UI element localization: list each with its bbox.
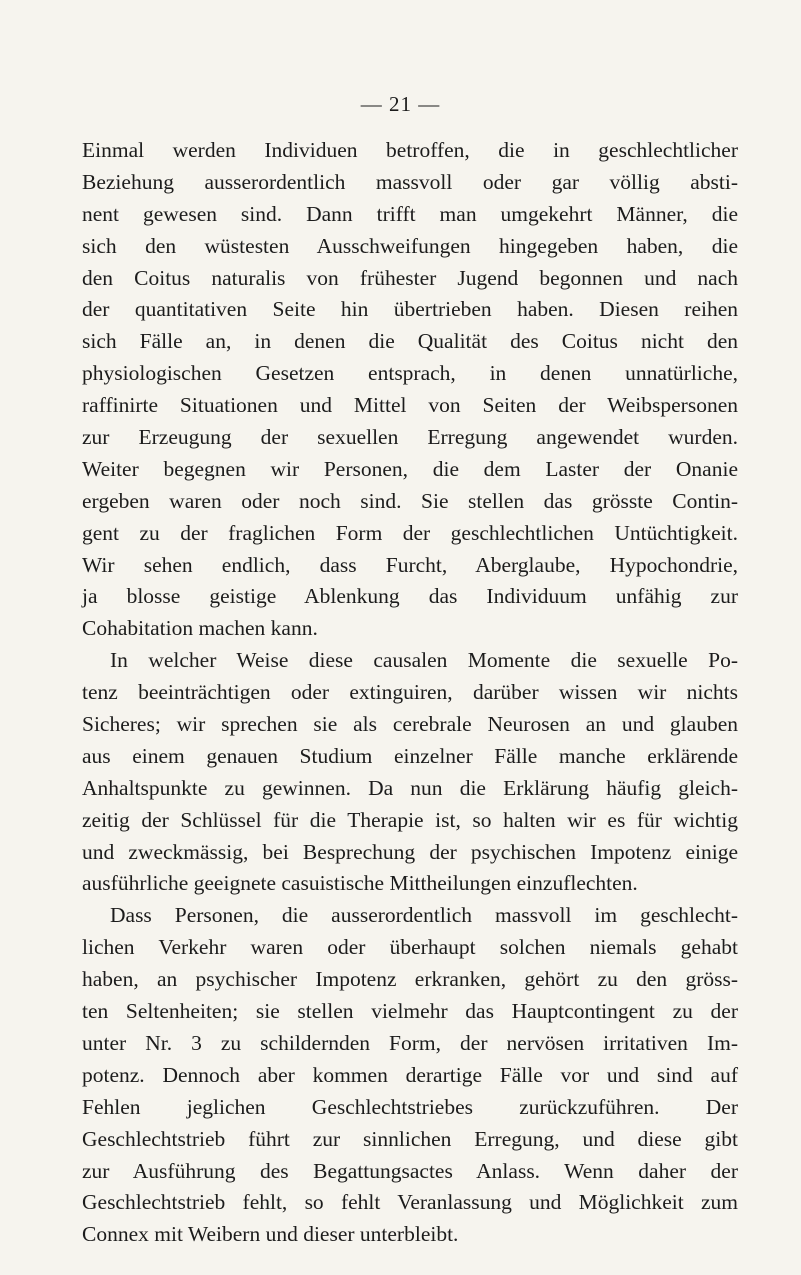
text-line: sich Fälle an, in denen die Qualität des Coitus nicht den (82, 329, 738, 354)
text-line: haben, an psychischer Impotenz erkranken, gehört zu den gröss- (82, 967, 738, 992)
text-line: Beziehung ausserordentlich massvoll oder gar völlig absti- (82, 169, 738, 194)
text-line: Connex mit Weibern und dieser unterbleibt. (82, 1222, 459, 1247)
text-line: physiologischen Gesetzen entsprach, in denen unnatürliche, (82, 361, 738, 386)
text-line: Cohabitation machen kann. (82, 616, 318, 641)
text-line: ausführliche geeignete casuistische Mittheilungen einzuflechten. (82, 871, 638, 896)
text-line: Anhaltspunkte zu gewinnen. Da nun die Erklärung häufig gleich- (82, 775, 738, 800)
text-line: nent gewesen sind. Dann trifft man umgekehrt Männer, die (82, 201, 738, 226)
text-line: aus einem genauen Studium einzelner Fälle manche erklärende (82, 743, 738, 768)
text-line: Geschlechtstrieb führt zur sinnlichen Erregung, und diese gibt (82, 1126, 738, 1151)
text-line: gent zu der fraglichen Form der geschlechtlichen Untüchtigkeit. (82, 520, 738, 545)
text-line: Einmal werden Individuen betroffen, die in geschlechtlicher (82, 138, 738, 162)
text-line: Fehlen jeglichen Geschlechtstriebes zurückzuführen. Der (82, 1094, 738, 1119)
text-line: Geschlechtstrieb fehlt, so fehlt Veranlassung und Möglichkeit zum (82, 1190, 738, 1215)
text-line: Wir sehen endlich, dass Furcht, Aberglaube, Hypochondrie, (82, 552, 738, 577)
text-line: und zweckmässig, bei Besprechung der psychischen Impotenz einige (82, 839, 738, 864)
text-line: lichen Verkehr waren oder überhaupt solchen niemals gehabt (82, 935, 738, 960)
text-line: sich den wüstesten Ausschweifungen hingegeben haben, die (82, 233, 738, 258)
text-line: Sicheres; wir sprechen sie als cerebrale Neurosen an und glauben (82, 712, 738, 737)
text-line: raffinirte Situationen und Mittel von Seiten der Weibspersonen (82, 393, 738, 418)
text-line: der quantitativen Seite hin übertrieben haben. Diesen reihen (82, 297, 738, 322)
text-line: ja blosse geistige Ablenkung das Individuum unfähig zur (82, 584, 738, 609)
text-line: ergeben waren oder noch sind. Sie stellen das grösste Contin- (82, 488, 738, 513)
text-line: ten Seltenheiten; sie stellen vielmehr das Hauptcontingent zu der (82, 999, 738, 1024)
text-line: tenz beeinträchtigen oder extinguiren, darüber wissen wir nichts (82, 680, 738, 705)
text-line: potenz. Dennoch aber kommen derartige Fälle vor und sind auf (82, 1062, 738, 1087)
text-line: zur Erzeugung der sexuellen Erregung angewendet wurden. (82, 425, 738, 450)
page-number: — 21 — (360, 92, 441, 116)
text-line: Dass Personen, die ausserordentlich massvoll im geschlecht- (110, 903, 738, 928)
text-line: den Coitus naturalis von frühester Jugend begonnen und nach (82, 265, 738, 290)
text-line: unter Nr. 3 zu schildernden Form, der nervösen irritativen Im- (82, 1030, 738, 1055)
text-line: zur Ausführung des Begattungsactes Anlass. Wenn daher der (82, 1158, 738, 1183)
text-line: Weiter begegnen wir Personen, die dem Laster der Onanie (82, 456, 738, 481)
text-line: zeitig der Schlüssel für die Therapie ist, so halten wir es für wichtig (82, 807, 738, 832)
text-line: In welcher Weise diese causalen Momente die sexuelle Po- (110, 648, 738, 673)
body-text (82, 135, 738, 1251)
